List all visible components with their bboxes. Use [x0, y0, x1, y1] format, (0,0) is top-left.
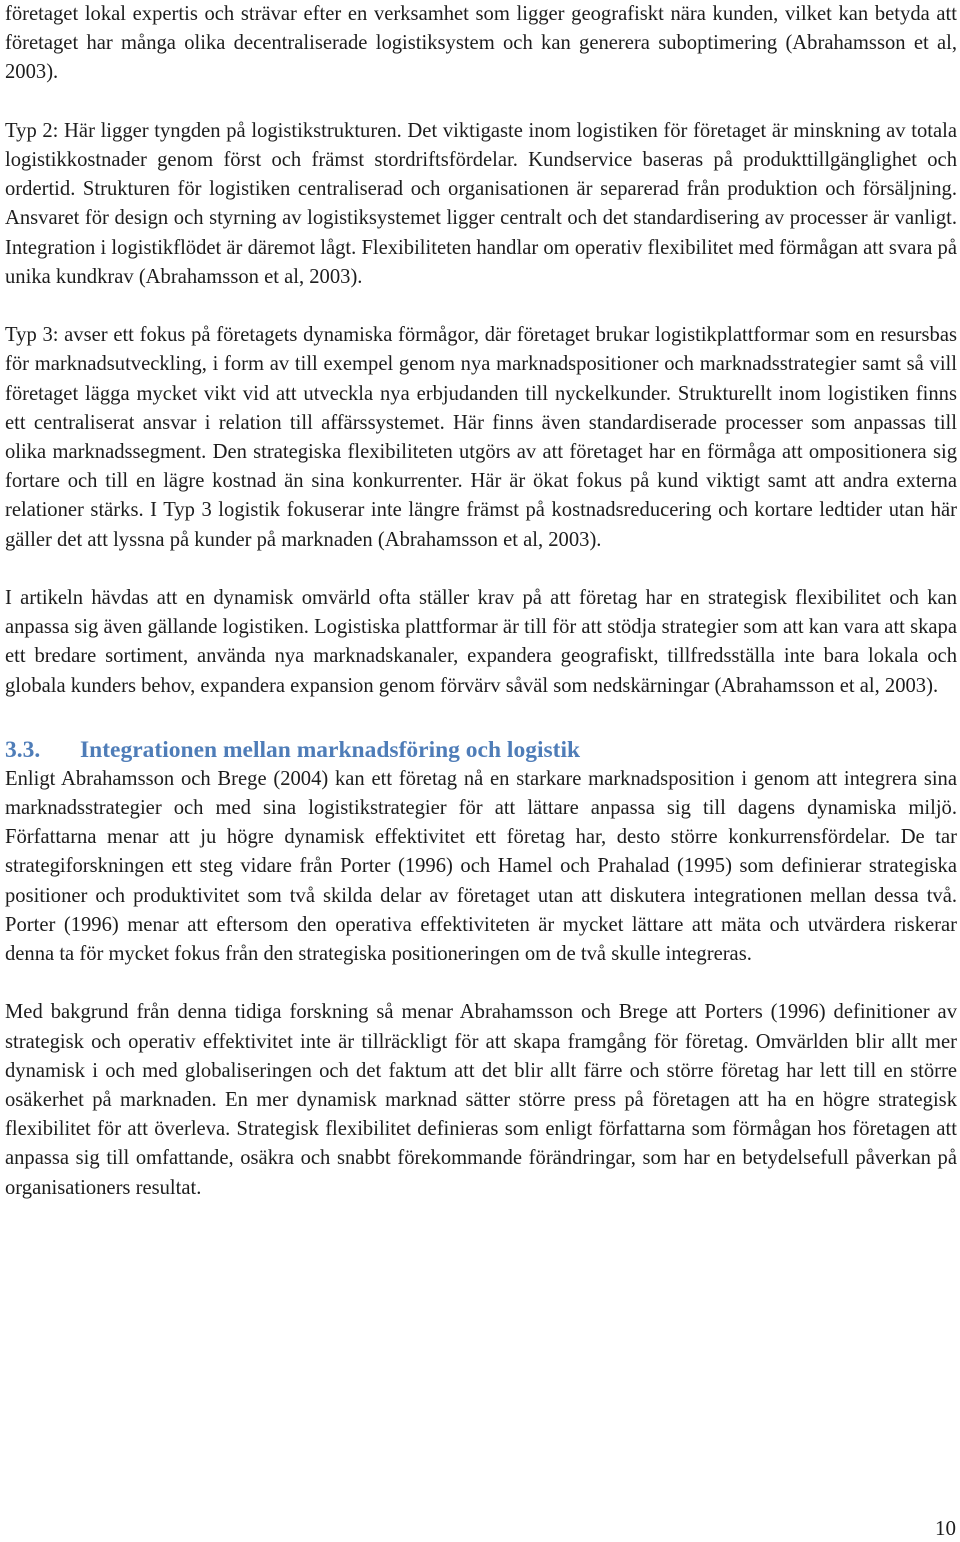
paragraph-artikeln: I artikeln hävdas att en dynamisk omvärld ofta ställer krav på att företag har en strategisk flexibilitet och kan anpassa sig även gällande logistiken. Logistiska plattformar är till för att stödja strategier som att kan vara att skapa ett bredare sortiment, använda nya marknadskanaler, expandera geografiskt, tillfredsställa inte bara lokala och globala kunders behov, expandera expansion genom förvärv såväl som nedskärningar (Abrahamsson et al, 2003). — [5, 587, 957, 697]
paragraph-typ-2: Typ 2: Här ligger tyngden på logistikstrukturen. Det viktigaste inom logistiken för företaget är minskning av totala logistikkostnader genom först och främst stordriftsfördelar. Kundservice baseras på produkttillgänglighet och ordertid. Strukturen för logistiken centraliserad och organisationen är separerad från produktion och försäljning. Ansvaret för design och styrning av logistiksystemet ligger centralt och det standardisering av processer är vanligt. Integration i logistikflödet är däremot lågt. Flexibiliteten handlar om operativ flexibilitet med förmågan att svara på unika kundkrav (Abrahamsson et al, 2003). — [5, 119, 957, 288]
page-number: 10 — [935, 1516, 956, 1540]
section-heading — [5, 735, 957, 765]
paragraph-med-bakgrund: Med bakgrund från denna tidiga forskning så menar Abrahamsson och Brege att Porters (1996) definitioner av strategisk och operativ effektivitet inte är tillräckligt för att skapa framgång för företag. Omvärlden blir allt mer dynamisk i och med globaliseringen och det faktum att det blir allt färre och större företag har lett till en större osäkerhet på marknaden. En mer dynamisk marknad sätter större press på företagen att ha en högre strategisk flexibilitet för att överleva. Strategisk flexibilitet definieras som enligt författarna som förmågan hos företagen att anpassa sig till omfattande, osäkra och snabbt förekommande förändringar, som har en betydelsefull påverkan på organisationers resultat. — [5, 1001, 957, 1199]
document-page — [5, 0, 957, 1203]
paragraph-intro-continuation: företaget lokal expertis och strävar efter en verksamhet som ligger geografiskt nära kunden, vilket kan betyda att företaget har många olika decentraliserade logistiksystem och kan generera suboptimering (Abrahamsson et al, 2003). — [5, 3, 957, 84]
paragraph-enligt: Enligt Abrahamsson och Brege (2004) kan ett företag nå en starkare marknadsposition i genom att integrera sina marknadsstrategier och med sina logistikstrategier för att lättare anpassa sig till dagens dynamiska miljö. Författarna menar att ju högre dynamisk effektivitet ett företag har, desto större konkurrensfördelar. De tar strategiforskningen ett steg vidare från Porter (1996) och Hamel och Prahalad (1995) som definierar strategiska positioner och produktivitet som två skilda delar av företaget utan att diskutera integrationen mellan dessa två. Porter (1996) menar att eftersom den operativa effektiviteten är mycket lättare att mäta och utvärdera riskerar denna ta för mycket fokus från den strategiska positioneringen om de två skulle integreras. — [5, 767, 957, 966]
paragraph-typ-3: Typ 3: avser ett fokus på företagets dynamiska förmågor, där företaget brukar logistikplattformar som en resursbas för marknadsutveckling, i form av till exempel genom nya marknadspositioner och marknadsstrategier samt så vill företaget lägga mycket vikt vid att utveckla nya erbjudanden till nyckelkunder. Strukturellt inom logistiken finns ett centraliserat ansvar i relation till affärssystemet. Här finns även standardiserade processer som anpassas till olika marknadssegment. Den strategiska flexibiliteten utgörs av att företaget har en förmåga att ompositionera sig fortare och till en lägre kostnad än sina konkurrenter. Här är ökat fokus på kund viktigt samt att andra externa relationer stärks. I Typ 3 logistik fokuserar inte längre främst på kostnadsreducering och kortare ledtider utan här gäller det att lyssna på kunder på marknaden (Abrahamsson et al, 2003). — [5, 324, 957, 551]
section-number: 3.3. — [5, 736, 41, 763]
section-title: Integrationen mellan marknadsföring och logistik — [80, 736, 581, 763]
